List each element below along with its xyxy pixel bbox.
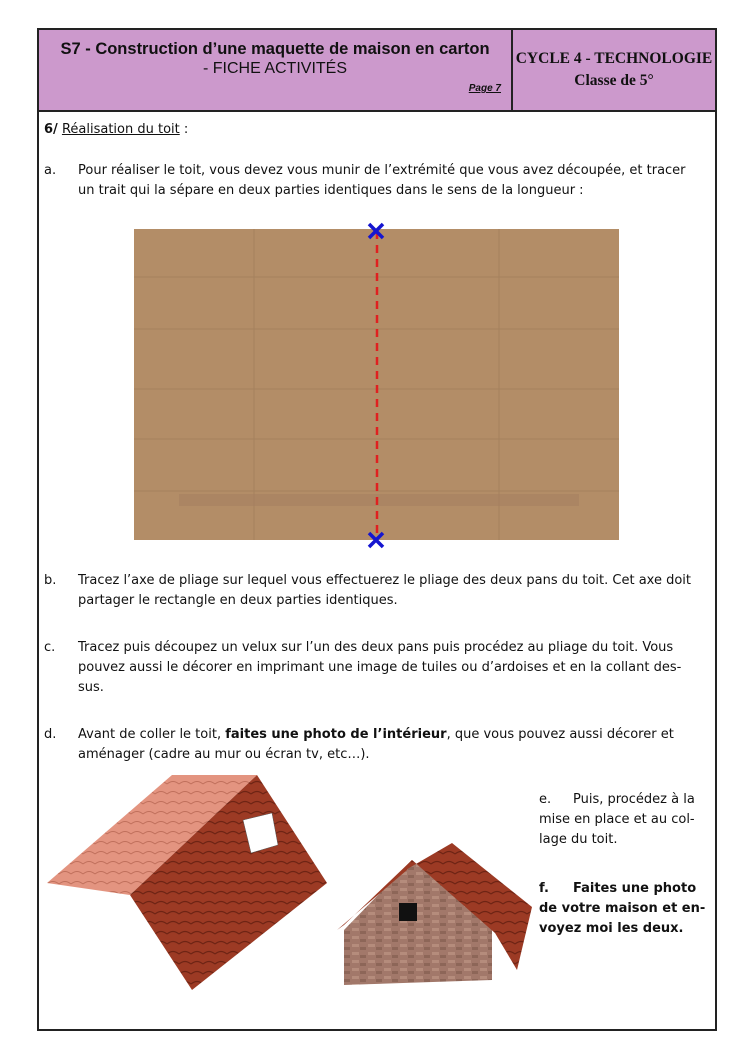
house-window — [399, 903, 417, 921]
title-line-2: - FICHE ACTIVITÉS — [202, 60, 347, 77]
section-suffix: : — [179, 122, 189, 137]
item-d-text-before: Avant de coller le toit, — [78, 727, 226, 742]
item-c-letter: c. — [44, 640, 56, 655]
header-title-box — [39, 30, 513, 110]
item-e-letter: e. — [539, 792, 552, 807]
page-frame — [37, 28, 717, 1031]
item-b-text: Tracez l’axe de pliage sur lequel vous effectuerez le pliage des deux pans du toit. Cet axe doit partager le rectangle en deux parties identiques. — [78, 573, 692, 608]
item-f-letter: f. — [539, 881, 549, 896]
item-c-text: Tracez puis découpez un velux sur l’un des deux pans puis procédez au pliage du toit. Vous pouvez aussi le décorer en imprimant une image de tuiles ou d’ardoises et en la collant des-sus. — [78, 640, 682, 695]
item-d-text-after: , que vous pouvez aussi décorer et aménager (cadre au mur ou écran tv, etc…). — [78, 727, 674, 762]
item-b-letter: b. — [44, 573, 57, 588]
item-e — [539, 790, 709, 850]
cycle-label: CYCLE 4 - TECHNOLOGIE — [515, 50, 713, 67]
folded-roof-photo — [47, 775, 327, 990]
item-d-letter: d. — [44, 727, 57, 742]
item-e-text: Puis, procédez à la mise en place et au col-lage du toit. — [539, 792, 695, 847]
item-a — [44, 161, 704, 203]
cardboard-figure — [134, 229, 619, 540]
header — [39, 30, 715, 112]
classe-label: Classe de 5° — [574, 72, 654, 89]
section-title: Réalisation du toit — [61, 122, 180, 137]
finished-house-photo — [337, 843, 532, 985]
item-d-text-bold: faites une photo de l’intérieur — [225, 727, 447, 742]
item-f — [539, 879, 709, 939]
item-f-text: Faites une photo de votre maison et en-voyez moi les deux. — [539, 881, 706, 936]
item-d — [44, 725, 704, 767]
cross-bottom-icon — [364, 528, 388, 552]
item-a-text: Pour réaliser le toit, vous devez vous munir de l’extrémité que vous avez découpée, et tracer un trait qui la sépare en deux parties identiques dans le sens de la longueur : — [78, 163, 686, 198]
page-number: Page 7 — [468, 83, 501, 94]
item-b — [44, 571, 704, 613]
title-line-1: S7 - Construction d’une maquette de maison en carton — [60, 40, 490, 58]
item-c — [44, 638, 704, 700]
cross-top-icon — [364, 219, 388, 243]
section-number: 6/ — [44, 122, 58, 137]
item-d-text — [78, 725, 704, 765]
section-heading — [44, 122, 188, 137]
header-class-box — [513, 30, 715, 110]
roof-and-house-illustration — [47, 775, 537, 990]
item-a-letter: a. — [44, 163, 57, 178]
